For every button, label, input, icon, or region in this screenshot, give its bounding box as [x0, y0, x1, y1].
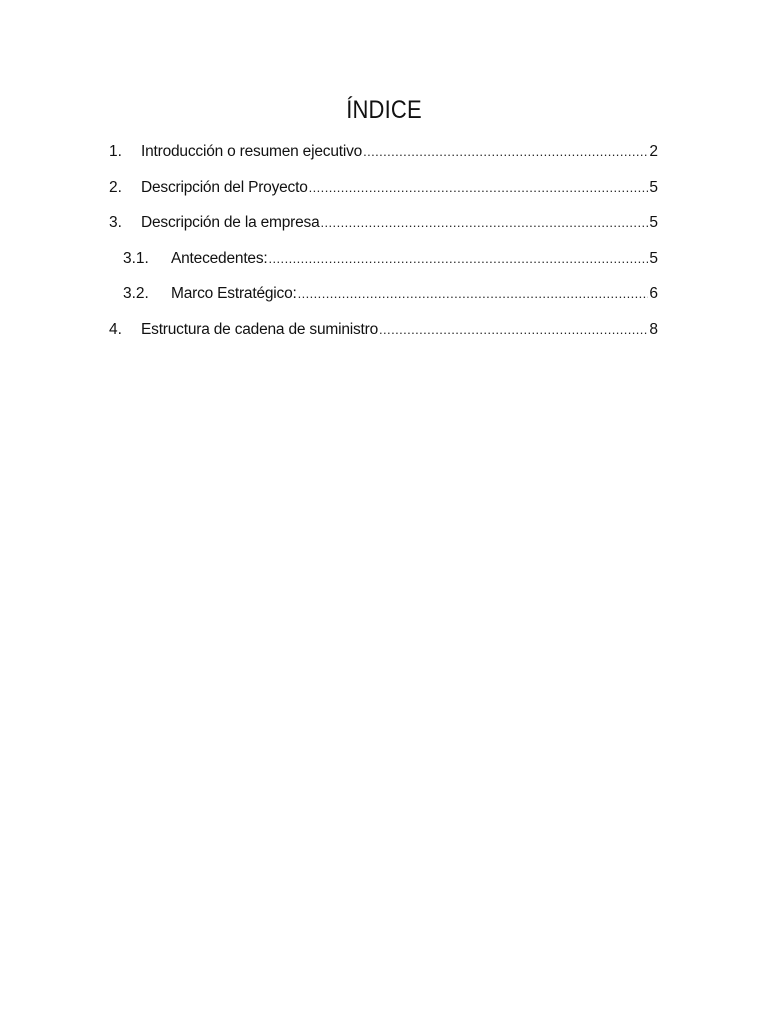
toc-entry-page: 8 — [649, 320, 658, 338]
toc-entry-page: 6 — [649, 285, 658, 302]
toc-entry-page: 5 — [649, 249, 658, 267]
table-of-contents — [109, 141, 658, 354]
toc-entry-text: Marco Estratégico: — [171, 285, 297, 302]
toc-dot-leader — [363, 141, 648, 163]
toc-dot-leader — [298, 283, 649, 305]
toc-entry-number: 2. — [109, 178, 122, 196]
toc-entry-page: 5 — [649, 178, 658, 196]
toc-entry[interactable] — [109, 177, 658, 213]
toc-dot-leader — [379, 319, 648, 341]
toc-entry-text: Descripción de la empresa — [141, 214, 320, 231]
toc-entry-number: 3.1. — [123, 249, 149, 267]
toc-entry-text: Estructura de cadena de suministro — [141, 320, 379, 338]
toc-entry-number: 3.2. — [123, 285, 149, 302]
toc-entry-number: 1. — [109, 143, 122, 160]
toc-entry-number: 3. — [109, 214, 122, 231]
toc-subentry[interactable] — [123, 283, 658, 319]
toc-entry[interactable] — [109, 319, 658, 355]
toc-entry-text: Antecedentes: — [171, 249, 268, 267]
toc-dot-leader — [321, 212, 649, 234]
toc-dot-leader — [269, 248, 649, 270]
toc-entry-text: Descripción del Proyecto — [141, 178, 308, 196]
toc-subentry[interactable] — [123, 248, 658, 284]
toc-entry[interactable] — [109, 141, 658, 177]
toc-entry-text: Introducción o resumen ejecutivo — [141, 143, 363, 160]
toc-entry[interactable] — [109, 212, 658, 248]
toc-entry-page: 2 — [649, 143, 658, 160]
toc-entry-number: 4. — [109, 320, 122, 338]
toc-entry-page: 5 — [649, 214, 658, 231]
toc-dot-leader — [309, 177, 649, 199]
toc-title: ÍNDICE — [346, 96, 422, 124]
